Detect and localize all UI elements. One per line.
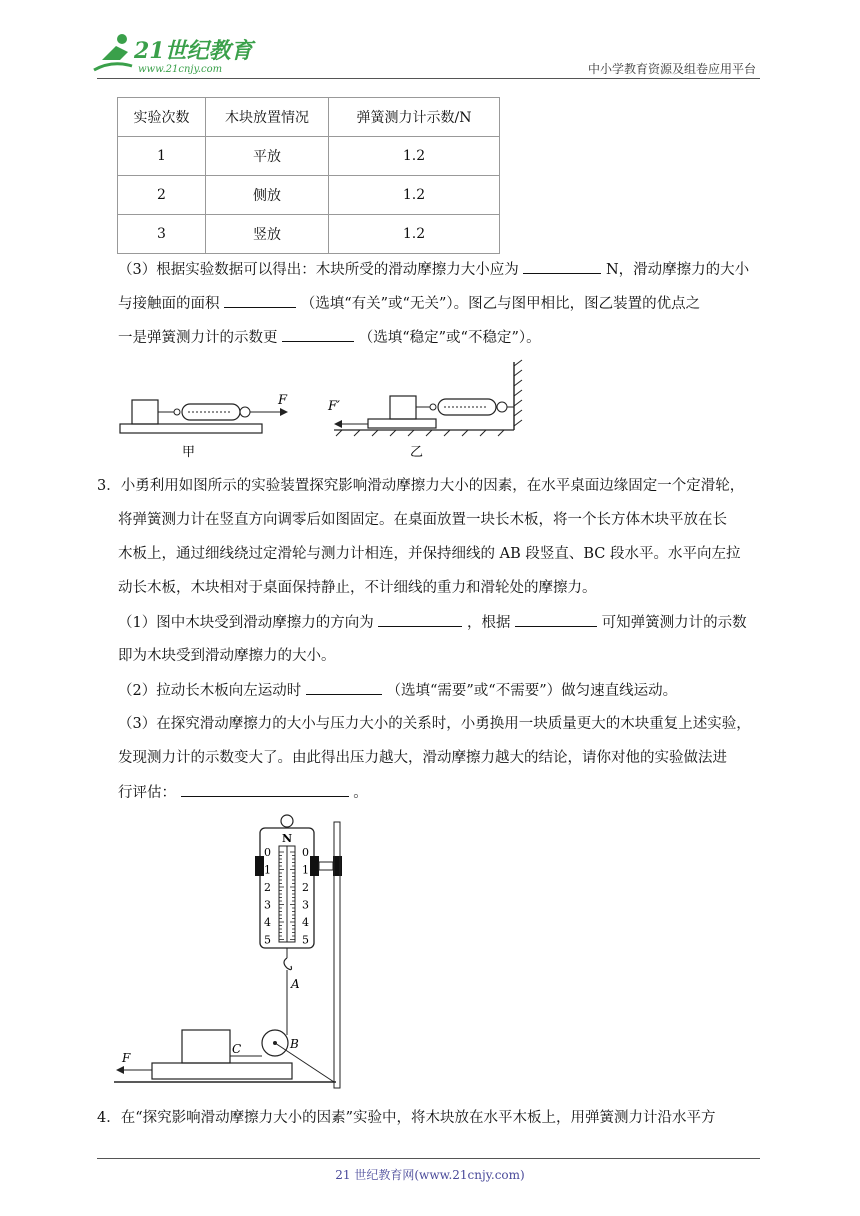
platform-name: 中小学教育资源及组卷应用平台 (587, 62, 756, 76)
text-segment: （选填“需要”或“不需要”）做匀速直线运动。 (386, 683, 678, 699)
q4-stem-line1: 4．在“探究影响滑动摩擦力大小的因素”实验中，将木块放在水平木板上，用弹簧测力计沿水平方 (97, 1110, 716, 1126)
answer-blank[interactable] (378, 612, 462, 627)
scale-tick-label-left: 5 (264, 933, 271, 947)
table-cell: 3 (118, 215, 206, 254)
header-divider (97, 78, 760, 79)
q2-part3-line1 (118, 259, 749, 280)
answer-blank[interactable] (224, 293, 296, 308)
scale-unit: N (282, 832, 293, 845)
q3-part1-line2: 即为木块受到滑动摩擦力的大小。 (118, 648, 336, 664)
experiment-table (117, 97, 500, 254)
svg-text:www.21cnjy.com: www.21cnjy.com (138, 64, 223, 75)
figure-label: 甲 (182, 445, 196, 460)
q3-part3-line1: （3）在探究滑动摩擦力的大小与压力大小的关系时，小勇换用一块质量更大的木块重复上述实验， (118, 716, 751, 732)
table-cell: 1.2 (329, 137, 500, 176)
scale-tick-label-left: 1 (264, 863, 271, 877)
answer-blank[interactable] (181, 782, 349, 797)
svg-text:21世纪教育: 21世纪教育 (134, 38, 253, 64)
text-segment: （1）图中木块受到滑动摩擦力的方向为 (118, 615, 374, 631)
scale-tick-label-left: 4 (264, 916, 271, 929)
figure-spring-scale-pulley (110, 812, 360, 1090)
scale-tick-label-right: 0 (302, 846, 309, 859)
table-cell: 1.2 (329, 215, 500, 254)
scale-tick-label-left: 0 (264, 846, 271, 859)
table-row (118, 137, 500, 176)
table-row (118, 215, 500, 254)
text-segment: 行评估： (118, 785, 176, 801)
table-cell: 2 (118, 176, 206, 215)
scale-tick-label-right: 3 (302, 898, 309, 912)
q3-stem-line4: 动长木板，木块相对于桌面保持静止，不计细线的重力和滑轮处的摩擦力。 (118, 580, 597, 596)
text-segment: 一是弹簧测力计的示数更 (118, 330, 278, 346)
force-label: F (122, 1051, 131, 1065)
text-segment: （选填“有关”或“无关”）。图乙与图甲相比，图乙装置的优点之 (300, 296, 701, 312)
text-segment: ，根据 (466, 615, 511, 631)
point-label-a: A (291, 977, 300, 991)
text-segment: N，滑动摩擦力的大小 (605, 262, 750, 278)
q3-part2-line1 (118, 680, 677, 701)
q3-part3-line3 (118, 782, 368, 803)
q3-part1-line1 (118, 612, 747, 633)
scale-tick-label-left: 3 (264, 898, 271, 912)
scale-tick-label-left: 2 (264, 881, 271, 894)
answer-blank[interactable] (306, 680, 382, 695)
scale-tick-label-right: 2 (302, 881, 309, 894)
figure-label: 乙 (410, 445, 424, 460)
text-segment: 与接触面的面积 (118, 296, 220, 312)
text-segment: （2）拉动长木板向左运动时 (118, 683, 302, 699)
text-segment: （3）根据实验数据可以得出：木块所受的滑动摩擦力大小应为 (118, 262, 519, 278)
table-header-cell: 木块放置情况 (206, 98, 329, 137)
force-label: F (278, 393, 288, 408)
page-header (0, 0, 860, 90)
figure-jia (120, 393, 288, 460)
table-header-cell: 弹簧测力计示数/N (329, 98, 500, 137)
answer-blank[interactable] (515, 612, 597, 627)
point-label-c: C (232, 1042, 242, 1056)
text-segment: （选填“稳定”或“不稳定”）。 (358, 330, 541, 346)
figure-friction-jia-yi (110, 358, 530, 462)
table-cell: 竖放 (206, 215, 329, 254)
table-cell: 1 (118, 137, 206, 176)
figure-yi (327, 360, 522, 460)
q3-stem-line3: 木板上，通过细线绕过定滑轮与测力计相连，并保持细线的 AB 段竖直、BC 段水平。水平向左拉 (118, 546, 741, 562)
site-logo (92, 30, 262, 78)
answer-blank[interactable] (523, 259, 601, 274)
q3-stem-line2: 将弹簧测力计在竖直方向调零后如图固定。在桌面放置一块长木板，将一个长方体木块平放在长 (118, 512, 727, 528)
q2-part3-line2 (118, 293, 700, 314)
table-cell: 1.2 (329, 176, 500, 215)
scale-tick-label-right: 1 (302, 863, 309, 877)
q2-part3-line3 (118, 327, 541, 348)
point-label-b: B (290, 1037, 299, 1051)
q3-stem-line1: 3．小勇利用如图所示的实验装置探究影响滑动摩擦力大小的因素，在水平桌面边缘固定一个定滑轮， (97, 478, 745, 494)
table-cell: 平放 (206, 137, 329, 176)
table-header-row (118, 98, 500, 137)
footer-divider (97, 1158, 760, 1159)
force-label: F′ (328, 399, 340, 414)
q3-part3-line2: 发现测力计的示数变大了。由此得出压力越大，滑动摩擦力越大的结论，请你对他的实验做法进 (118, 750, 727, 766)
answer-blank[interactable] (282, 327, 354, 342)
scale-tick-label-right: 4 (302, 916, 309, 929)
page-footer: 21 世纪教育网(www.21cnjy.com) (335, 1168, 525, 1182)
scale-tick-label-right: 5 (302, 933, 309, 947)
table-header-cell: 实验次数 (118, 98, 206, 137)
text-segment: 。 (353, 785, 368, 801)
text-segment: 可知弹簧测力计的示数 (601, 615, 747, 631)
table-row (118, 176, 500, 215)
table-cell: 侧放 (206, 176, 329, 215)
